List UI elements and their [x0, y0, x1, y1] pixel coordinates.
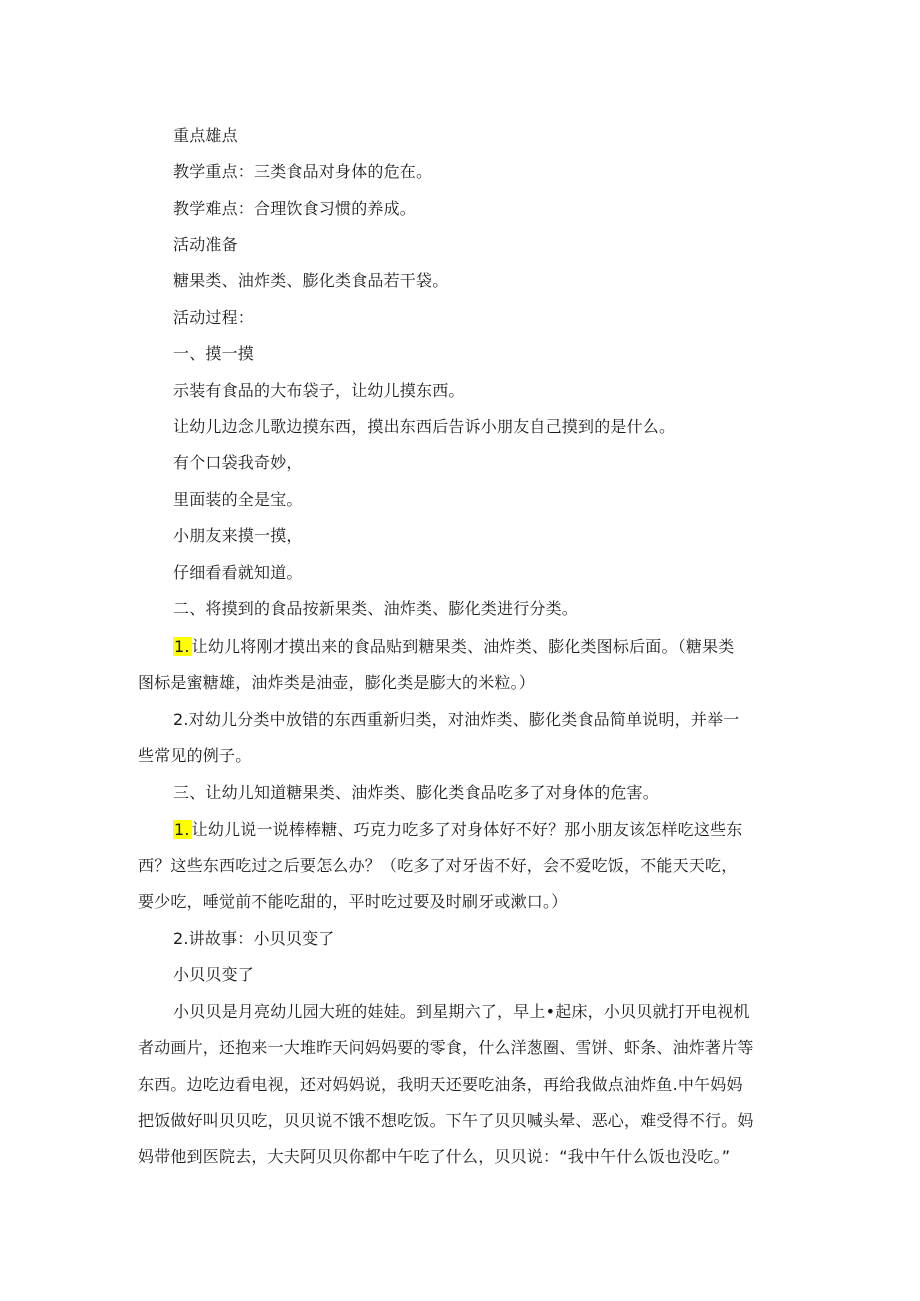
section-heading-preparation: 活动准备: [173, 235, 238, 254]
story-paragraph-line: 小贝贝是月亮幼儿园大班的娃娃。到星期六了，早上•起床，小贝贝就打开电视机: [173, 1002, 750, 1021]
list-item: 2.讲故事：小贝贝变了: [173, 929, 335, 948]
preparation-materials: 糖果类、油炸类、膨化类食品若干袋。: [173, 271, 449, 290]
step-three-heading: 三、让幼儿知道糖果类、油炸类、膨化类食品吃多了对身体的危害。: [173, 783, 660, 802]
teaching-key-point: 教学重点：三类食品对身体的危在。: [173, 162, 433, 181]
step-one-heading: 一、摸一摸: [173, 344, 255, 363]
story-paragraph-line: 把饭做好叫贝贝吃，贝贝说不饿不想吃饭。下午了贝贝喊头晕、恶心，难受得不行。妈: [138, 1111, 754, 1130]
section-heading-process: 活动过程：: [173, 308, 255, 327]
paragraph-line: 示装有食品的大布袋子，让幼儿摸东西。: [173, 381, 465, 400]
list-item: [173, 819, 742, 841]
rhyme-line: 里面装的全是宝。: [173, 490, 303, 509]
step-two-heading: 二、将摸到的食品按新果类、油炸类、膨化类进行分类。: [173, 599, 579, 618]
story-paragraph-line: 者动画片，还抱来一大堆昨天问妈妈要的零食，什么洋葱圈、雪饼、虾条、油炸著片等: [138, 1038, 754, 1057]
story-title: 小贝贝变了: [173, 965, 255, 984]
list-item-text: 让幼儿说一说棒棒糖、巧克力吃多了对身体好不好？那小朋友该怎样吃这些东: [191, 820, 743, 839]
paragraph-line: 要少吃，唾觉前不能吃甜的，平时吃过要及时刷牙或漱口。）: [138, 892, 568, 911]
story-paragraph-line: 妈带他到医院去，大夫阿贝贝你都中午吃了什么，贝贝说：“我中午什么饭也没吃。”: [138, 1147, 731, 1166]
section-heading-key-points: 重点雄点: [173, 126, 238, 145]
paragraph-line: 让幼儿边念儿歌边摸东西，摸出东西后告诉小朋友自己摸到的是什么。: [173, 417, 676, 436]
rhyme-line: 仔细看看就知道。: [173, 563, 303, 582]
rhyme-line: 有个口袋我奇妙，: [173, 453, 303, 472]
highlighted-number: 1.: [174, 637, 190, 656]
paragraph-line: 西？这些东西吃过之后要怎么办？（吃多了对牙齿不好，会不爱吃饭，不能天天吃，: [138, 856, 738, 875]
highlighted-number: 1.: [174, 820, 190, 839]
paragraph-line: 些常见的例子。: [138, 746, 252, 765]
list-item: [173, 636, 734, 658]
list-item: 2.对幼儿分类中放错的东西重新归类，对油炸类、膨化类食品简单说明，并举一: [173, 710, 740, 729]
story-paragraph-line: 东西。边吃边看电视，还对妈妈说，我明天还要吃油条，再给我做点油炸鱼.中午妈妈: [138, 1075, 743, 1094]
paragraph-line: 图标是蜜糖雄，油炸类是油壶，膨化类是膨大的米粒。）: [138, 673, 536, 692]
rhyme-line: 小朋友来摸一摸，: [173, 526, 303, 545]
teaching-difficulty: 教学难点：合理饮食习惯的养成。: [173, 199, 417, 218]
list-item-text: 让幼儿将刚才摸出来的食品贴到糖果类、油炸类、膨化类图标后面。（糖果类: [191, 637, 735, 656]
